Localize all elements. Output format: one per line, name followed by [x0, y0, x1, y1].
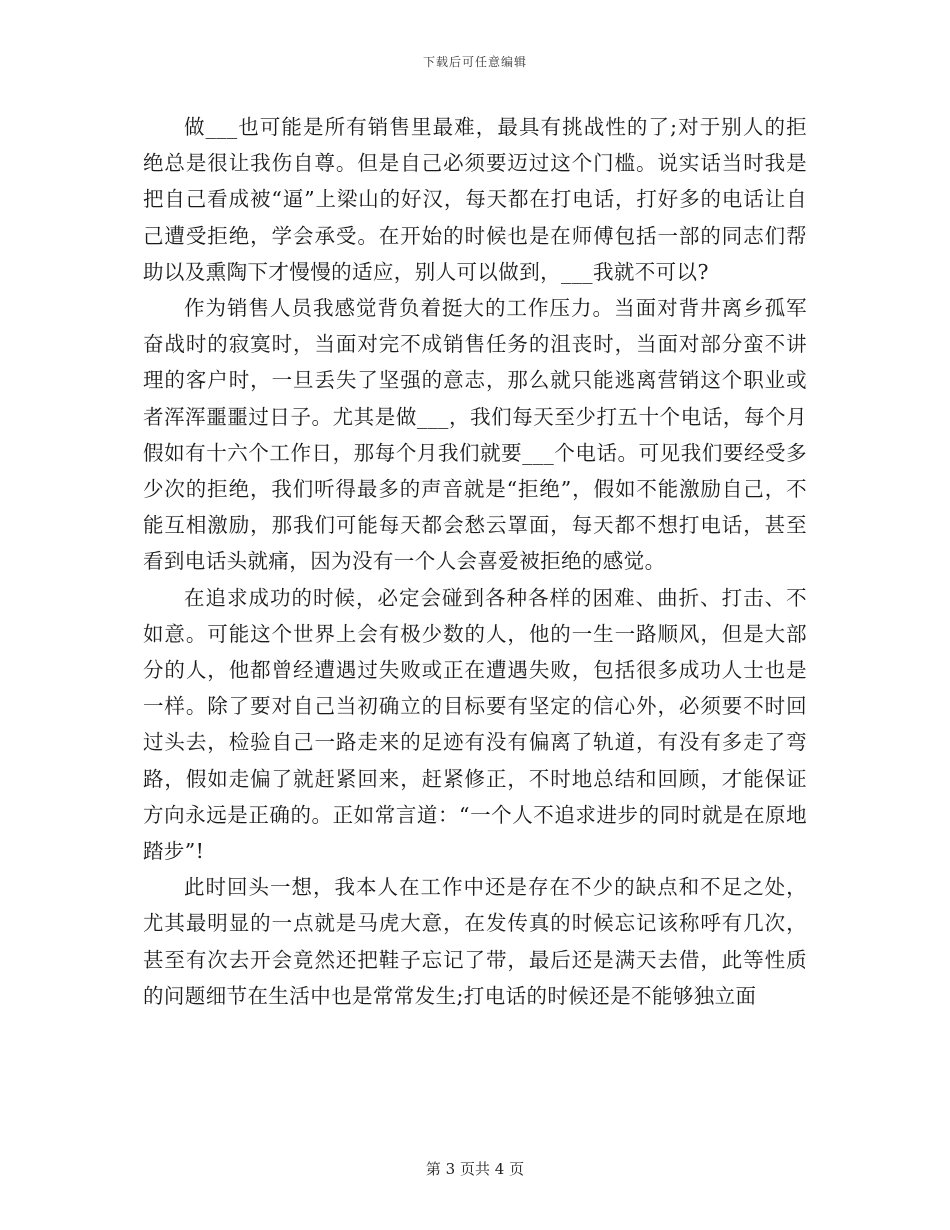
page-header: 下载后可任意编辑	[422, 55, 527, 69]
paragraph-1: 做___也可能是所有销售里最难，最具有挑战性的了;对于别人的拒绝总是很让我伤自尊。但是自己必须要迈过这个门槛。说实话当时我是把自己看成被“逼”上梁山的好汉，每天都在打电话，打好多的电话让自己遭受拒绝，学会承受。在开始的时候也是在师傅包括一部的同志们帮助以及熏陶下才慢慢的适应，别人可以做到，___我就不可以?	[143, 115, 807, 284]
page-footer: 第 3 页共 4 页	[425, 1160, 525, 1178]
paragraph-2: 作为销售人员我感觉背负着挺大的工作压力。当面对背井离乡孤军奋战时的寂寞时，当面对完不成销售任务的沮丧时，当面对部分蛮不讲理的客户时，一旦丢失了坚强的意志，那么就只能逃离营销这个职业或者浑浑噩噩过日子。尤其是做___，我们每天至少打五十个电话，每个月假如有十六个工作日，那每个月我们就要___个电话。可见我们要经受多少次的拒绝，我们听得最多的声音就是“拒绝”，假如不能激励自己，不能互相激励，那我们可能每天都会愁云罩面，每天都不想打电话，甚至看到电话头就痛，因为没有一个人会喜爱被拒绝的感觉。	[143, 296, 807, 574]
paragraph-4: 此时回头一想，我本人在工作中还是存在不少的缺点和不足之处，尤其最明显的一点就是马虎大意，在发传真的时候忘记该称呼有几次，甚至有次去开会竟然还把鞋子忘记了带，最后还是满天去借，此等性质的问题细节在生活中也是常常发生;打电话的时候还是不能够独立面	[143, 875, 807, 1008]
document-body	[143, 109, 807, 1014]
paragraph-3: 在追求成功的时候，必定会碰到各种各样的困难、曲折、打击、不如意。可能这个世界上会有极少数的人，他的一生一路顺风，但是大部分的人，他都曾经遭遇过失败或正在遭遇失败，包括很多成功人士也是一样。除了要对自己当初确立的目标要有坚定的信心外，必须要不时回过头去，检验自己一路走来的足迹有没有偏离了轨道，有没有多走了弯路，假如走偏了就赶紧回来，赶紧修正，不时地总结和回顾，才能保证方向永远是正确的。正如常言道：“一个人不追求进步的同时就是在原地踏步”!	[143, 585, 807, 864]
